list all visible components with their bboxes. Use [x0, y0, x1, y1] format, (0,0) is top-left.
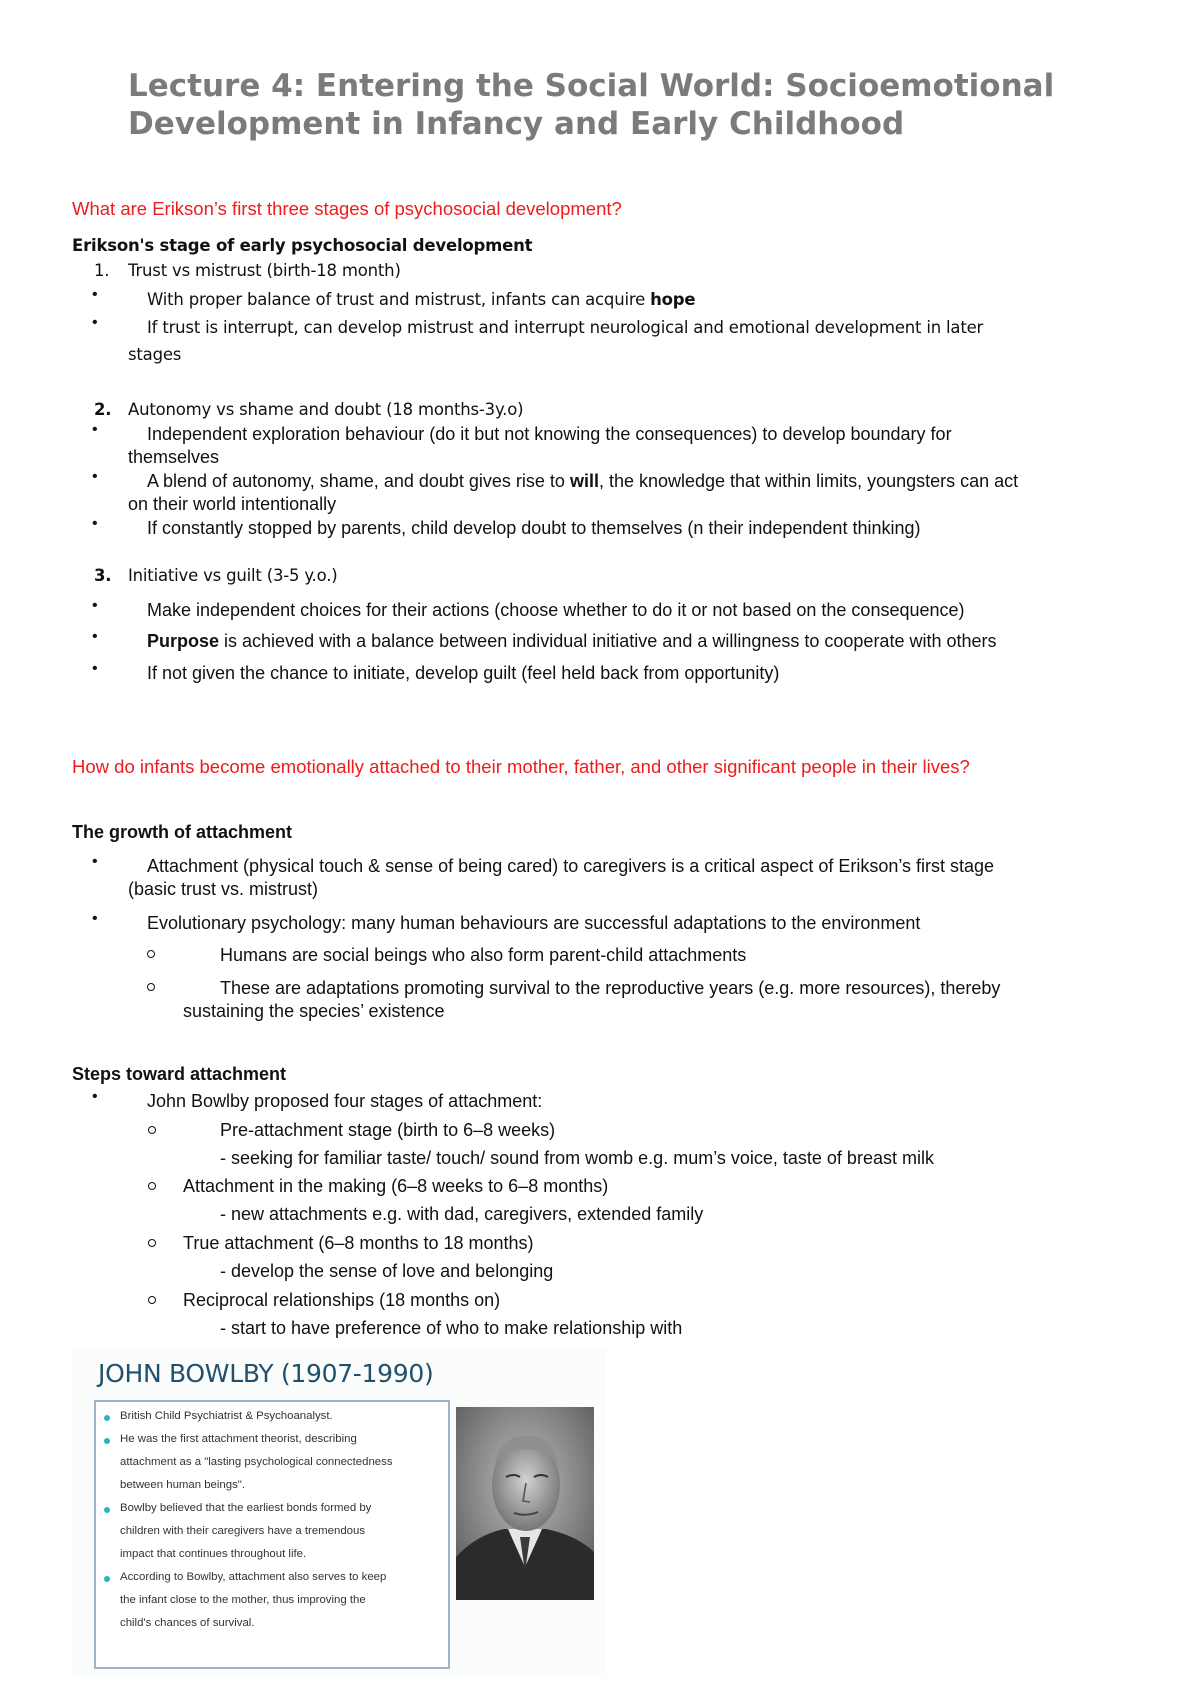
stage2-bullet-2-line-1: A blend of autonomy, shame, and doubt gives rise to will, the knowledge that within limits, youngsters can act: [147, 471, 1019, 491]
slide-text-box: [94, 1400, 450, 1669]
bowlby-slide-image: [72, 1347, 606, 1678]
growth-sub-bullet-2-line-2: sustaining the species’ existence: [183, 1001, 445, 1021]
growth-bullet-1-line-2: (basic trust vs. mistrust): [128, 879, 319, 899]
stage1-bullet-2-line-1: If trust is interrupt, can develop mistrust and interrupt neurological and emotional development in later: [147, 318, 984, 337]
bullet-dot-icon: [104, 1438, 110, 1444]
bullet-icon: •: [92, 1088, 98, 1105]
bowlby-portrait-photo: [456, 1407, 594, 1600]
stage2-bullet-1-line-2: themselves: [128, 447, 220, 467]
title-line-2: Development in Infancy and Early Childhood: [128, 106, 905, 142]
growth-bullet-1-line-1: Attachment (physical touch & sense of being cared) to caregivers is a critical aspect of Erikson’s first stage: [147, 856, 995, 876]
erikson-heading: Erikson's stage of early psychosocial development: [72, 236, 533, 255]
slide-line: Bowlby believed that the earliest bonds formed by: [120, 1502, 372, 1514]
growth-heading: The growth of attachment: [72, 822, 292, 842]
stage3-bullet-3: If not given the chance to initiate, develop guilt (feel held back from opportunity): [147, 663, 780, 683]
bullet-icon: •: [92, 597, 98, 614]
stage2-bullet-3: If constantly stopped by parents, child develop doubt to themselves (n their independent thinking): [147, 518, 921, 538]
stage3-title: Initiative vs guilt (3-5 y.o.): [128, 566, 338, 585]
stage-true-attachment-note: - develop the sense of love and belonging: [220, 1261, 554, 1281]
slide-line: British Child Psychiatrist & Psychoanalyst.: [120, 1410, 333, 1422]
stage3-bullet-2: Purpose is achieved with a balance between individual initiative and a willingness to cooperate with others: [147, 631, 997, 651]
title-line-1: Lecture 4: Entering the Social World: Socioemotional: [128, 68, 1055, 104]
slide-line: child's chances of survival.: [120, 1617, 255, 1629]
stage2-bullet-2-line-2: on their world intentionally: [128, 494, 337, 514]
stage-attachment-making-note: - new attachments e.g. with dad, caregivers, extended family: [220, 1204, 704, 1224]
steps-heading: Steps toward attachment: [72, 1064, 287, 1084]
circle-bullet-icon: [148, 1182, 156, 1190]
slide-line: impact that continues throughout life.: [120, 1548, 307, 1560]
stage-preattachment: Pre-attachment stage (birth to 6–8 weeks): [220, 1120, 556, 1140]
stage-true-attachment: True attachment (6–8 months to 18 months): [183, 1233, 534, 1253]
growth-sub-bullet-1: Humans are social beings who also form parent-child attachments: [220, 945, 747, 965]
slide-line: attachment as a "lasting psychological connectedness: [120, 1456, 393, 1468]
bullet-icon: •: [92, 421, 98, 438]
bullet-icon: •: [92, 628, 98, 645]
bullet-dot-icon: [104, 1507, 110, 1513]
growth-bullet-2: Evolutionary psychology: many human behaviours are successful adaptations to the environment: [147, 913, 921, 933]
bullet-icon: •: [92, 910, 98, 927]
circle-bullet-icon: [147, 950, 155, 958]
circle-bullet-icon: [148, 1126, 156, 1134]
stage-reciprocal: Reciprocal relationships (18 months on): [183, 1290, 501, 1310]
stage-reciprocal-note: - start to have preference of who to make relationship with: [220, 1318, 683, 1338]
bullet-icon: •: [92, 468, 98, 485]
bullet-icon: •: [92, 515, 98, 532]
bullet-dot-icon: [104, 1576, 110, 1582]
stage3-number: 3.: [94, 566, 112, 585]
stage1-bullet-2-line-2: stages: [128, 345, 182, 364]
question-1: What are Erikson’s first three stages of psychosocial development?: [72, 198, 622, 219]
stage1-bullet-1: With proper balance of trust and mistrust, infants can acquire hope: [147, 290, 696, 309]
slide-line: According to Bowlby, attachment also serves to keep: [120, 1571, 387, 1583]
circle-bullet-icon: [148, 1239, 156, 1247]
stage2-bullet-1-line-1: Independent exploration behaviour (do it but not knowing the consequences) to develop boundary for: [147, 424, 952, 444]
bullet-icon: •: [92, 314, 98, 331]
steps-bullet-1: John Bowlby proposed four stages of attachment:: [147, 1091, 543, 1111]
slide-line: between human beings".: [120, 1479, 245, 1491]
slide-title: JOHN BOWLBY (1907-1990): [98, 1359, 434, 1388]
slide-line: the infant close to the mother, thus improving the: [120, 1594, 366, 1606]
stage1-number: 1.: [94, 261, 110, 280]
stage-attachment-making: Attachment in the making (6–8 weeks to 6–8 months): [183, 1176, 609, 1196]
question-2: How do infants become emotionally attached to their mother, father, and other significant people in their lives?: [72, 756, 970, 777]
page-title: [128, 67, 1054, 143]
slide-line: He was the first attachment theorist, describing: [120, 1433, 357, 1445]
bullet-icon: •: [92, 286, 98, 303]
growth-sub-bullet-2-line-1: These are adaptations promoting survival to the reproductive years (e.g. more resources), thereby: [220, 978, 1001, 998]
bullet-icon: •: [92, 660, 98, 677]
bullet-icon: •: [92, 853, 98, 870]
stage2-title: Autonomy vs shame and doubt (18 months-3y.o): [128, 400, 524, 419]
stage1-title: Trust vs mistrust (birth-18 month): [128, 261, 401, 280]
stage3-bullet-1: Make independent choices for their actions (choose whether to do it or not based on the consequence): [147, 600, 965, 620]
circle-bullet-icon: [148, 1296, 156, 1304]
stage-preattachment-note: - seeking for familiar taste/ touch/ sound from womb e.g. mum’s voice, taste of breast milk: [220, 1148, 934, 1168]
slide-line: children with their caregivers have a tremendous: [120, 1525, 366, 1537]
circle-bullet-icon: [147, 983, 155, 991]
bullet-dot-icon: [104, 1415, 110, 1421]
stage2-number: 2.: [94, 400, 112, 419]
